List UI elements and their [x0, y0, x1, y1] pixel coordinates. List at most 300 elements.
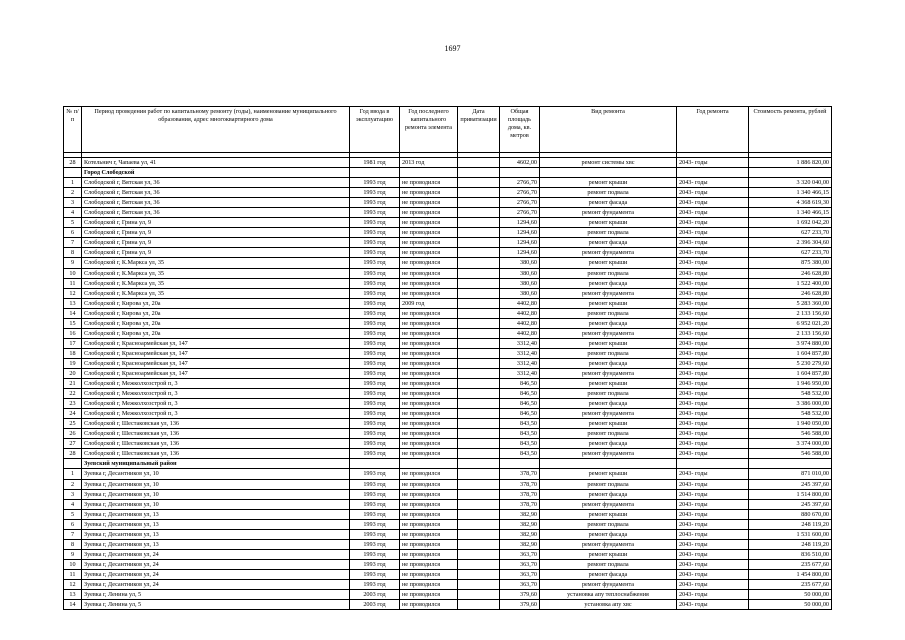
row-repair-type: ремонт крыши — [540, 509, 677, 519]
row-privatization-date — [458, 328, 500, 338]
row-repair-cost: 2 133 156,60 — [749, 308, 832, 318]
row-address: Слободской г, Межколхозстрой п, 3 — [82, 389, 350, 399]
row-repair-year: 2043- годы — [677, 479, 749, 489]
row-number: 15 — [64, 318, 82, 328]
row-repair-year: 2043- годы — [677, 228, 749, 238]
row-commissioning-year: 2003 год — [350, 590, 400, 600]
row-total-area: 363,70 — [500, 579, 540, 589]
row-repair-year: 2043- годы — [677, 499, 749, 509]
row-last-repair: не проводился — [400, 449, 458, 459]
section-header-row — [64, 459, 832, 469]
row-last-repair: не проводился — [400, 590, 458, 600]
row-privatization-date — [458, 469, 500, 479]
row-number: 7 — [64, 238, 82, 248]
row-repair-type: ремонт фасада — [540, 489, 677, 499]
row-repair-cost: 1 514 800,00 — [749, 489, 832, 499]
row-repair-cost: 1 454 800,00 — [749, 569, 832, 579]
row-repair-cost: 246 628,80 — [749, 288, 832, 298]
row-repair-cost: 3 974 880,00 — [749, 338, 832, 348]
row-repair-year: 2043- годы — [677, 429, 749, 439]
row-number: 1 — [64, 469, 82, 479]
row-last-repair: не проводился — [400, 188, 458, 198]
row-repair-type: ремонт подвала — [540, 389, 677, 399]
row-commissioning-year: 1993 год — [350, 338, 400, 348]
row-commissioning-year: 1993 год — [350, 368, 400, 378]
row-total-area: 846,50 — [500, 409, 540, 419]
row-number: 18 — [64, 348, 82, 358]
row-address: Слободской г, Вятская ул, 36 — [82, 188, 350, 198]
row-number: 7 — [64, 529, 82, 539]
row-last-repair: не проводился — [400, 569, 458, 579]
row-privatization-date — [458, 158, 500, 168]
row-repair-year: 2043- годы — [677, 489, 749, 499]
row-number: 14 — [64, 600, 82, 610]
row-last-repair: не проводился — [400, 519, 458, 529]
row-repair-year: 2043- годы — [677, 509, 749, 519]
row-total-area: 380,60 — [500, 258, 540, 268]
table-header-row — [64, 107, 832, 153]
row-repair-type: ремонт крыши — [540, 178, 677, 188]
row-repair-cost: 1 531 600,00 — [749, 529, 832, 539]
row-repair-year: 2043- годы — [677, 208, 749, 218]
row-commissioning-year: 2003 год — [350, 600, 400, 610]
row-repair-cost: 548 532,00 — [749, 409, 832, 419]
row-repair-cost: 880 670,00 — [749, 509, 832, 519]
row-repair-cost: 1 340 466,15 — [749, 208, 832, 218]
row-number: 23 — [64, 399, 82, 409]
row-repair-year: 2043- годы — [677, 368, 749, 378]
header-total-area: Общая площадь дома, кв. метров — [500, 107, 540, 153]
row-repair-type: ремонт крыши — [540, 298, 677, 308]
row-repair-year: 2043- годы — [677, 539, 749, 549]
row-repair-year: 2043- годы — [677, 529, 749, 539]
row-address: Зуевка г, Десантников ул, 24 — [82, 569, 350, 579]
row-address: Слободской г, Кирова ул, 20а — [82, 328, 350, 338]
row-privatization-date — [458, 178, 500, 188]
row-last-repair: не проводился — [400, 559, 458, 569]
table-row — [64, 358, 832, 368]
row-privatization-date — [458, 268, 500, 278]
section-empty-cell — [677, 168, 749, 178]
row-privatization-date — [458, 348, 500, 358]
row-repair-year: 2043- годы — [677, 248, 749, 258]
header-commissioning-year: Год ввода в эксплуатацию — [350, 107, 400, 153]
table-row — [64, 298, 832, 308]
row-repair-year: 2043- годы — [677, 590, 749, 600]
row-number: 1 — [64, 178, 82, 188]
row-address: Котельнич г, Чапаева ул, 41 — [82, 158, 350, 168]
row-repair-cost: 1 692 042,20 — [749, 218, 832, 228]
row-last-repair: не проводился — [400, 258, 458, 268]
table-row — [64, 218, 832, 228]
row-number: 24 — [64, 409, 82, 419]
row-last-repair: 2013 год — [400, 158, 458, 168]
row-number: 2 — [64, 479, 82, 489]
row-last-repair: не проводился — [400, 499, 458, 509]
row-last-repair: не проводился — [400, 198, 458, 208]
table-row — [64, 278, 832, 288]
row-number: 10 — [64, 559, 82, 569]
row-total-area: 378,70 — [500, 479, 540, 489]
row-number: 27 — [64, 439, 82, 449]
row-total-area: 843,50 — [500, 429, 540, 439]
row-last-repair: не проводился — [400, 419, 458, 429]
row-total-area: 1294,60 — [500, 228, 540, 238]
row-repair-cost: 3 320 040,00 — [749, 178, 832, 188]
header-address: Период проведения работ по капитальному ремонту (годы), наименование муниципального образования, адрес многоквартирного дома — [82, 107, 350, 153]
row-total-area: 843,50 — [500, 449, 540, 459]
row-privatization-date — [458, 509, 500, 519]
row-repair-type: ремонт крыши — [540, 218, 677, 228]
row-total-area: 380,60 — [500, 278, 540, 288]
row-number: 9 — [64, 258, 82, 268]
row-number: 26 — [64, 429, 82, 439]
row-repair-year: 2043- годы — [677, 308, 749, 318]
row-repair-year: 2043- годы — [677, 559, 749, 569]
row-repair-year: 2043- годы — [677, 158, 749, 168]
row-address: Слободской г, К.Маркса ул, 35 — [82, 268, 350, 278]
row-address: Зуевка г, Десантников ул, 13 — [82, 519, 350, 529]
row-address: Слободской г, Грина ул, 9 — [82, 218, 350, 228]
table-row — [64, 409, 832, 419]
row-repair-year: 2043- годы — [677, 389, 749, 399]
section-empty-cell — [677, 459, 749, 469]
row-address: Зуевка г, Десантников ул, 24 — [82, 559, 350, 569]
row-number: 8 — [64, 539, 82, 549]
row-repair-year: 2043- годы — [677, 409, 749, 419]
row-privatization-date — [458, 489, 500, 499]
row-number: 25 — [64, 419, 82, 429]
row-repair-type: ремонт крыши — [540, 469, 677, 479]
row-total-area: 1294,60 — [500, 238, 540, 248]
row-repair-cost: 1 886 820,00 — [749, 158, 832, 168]
row-number: 4 — [64, 499, 82, 509]
row-last-repair: не проводился — [400, 228, 458, 238]
row-repair-cost: 235 677,60 — [749, 579, 832, 589]
row-address: Слободской г, Вятская ул, 36 — [82, 178, 350, 188]
row-repair-year: 2043- годы — [677, 278, 749, 288]
row-commissioning-year: 1993 год — [350, 218, 400, 228]
row-repair-year: 2043- годы — [677, 579, 749, 589]
table-row — [64, 569, 832, 579]
row-repair-year: 2043- годы — [677, 549, 749, 559]
row-total-area: 382,90 — [500, 529, 540, 539]
section-empty-cell — [540, 459, 677, 469]
row-number: 4 — [64, 208, 82, 218]
row-number: 19 — [64, 358, 82, 368]
row-total-area: 380,60 — [500, 268, 540, 278]
table-row — [64, 449, 832, 459]
table-row — [64, 248, 832, 258]
table-row — [64, 228, 832, 238]
row-privatization-date — [458, 288, 500, 298]
row-number: 6 — [64, 228, 82, 238]
row-commissioning-year: 1993 год — [350, 539, 400, 549]
row-repair-year: 2043- годы — [677, 288, 749, 298]
table-row — [64, 399, 832, 409]
row-repair-type: ремонт фундамента — [540, 449, 677, 459]
row-repair-cost: 245 397,60 — [749, 479, 832, 489]
row-privatization-date — [458, 188, 500, 198]
row-repair-type: ремонт подвала — [540, 268, 677, 278]
row-repair-year: 2043- годы — [677, 238, 749, 248]
table-row — [64, 379, 832, 389]
row-repair-type: ремонт фасада — [540, 358, 677, 368]
row-commissioning-year: 1993 год — [350, 489, 400, 499]
row-last-repair: не проводился — [400, 338, 458, 348]
row-repair-year: 2043- годы — [677, 178, 749, 188]
row-commissioning-year: 1993 год — [350, 409, 400, 419]
row-repair-year: 2043- годы — [677, 379, 749, 389]
row-repair-type: ремонт фундамента — [540, 248, 677, 258]
table-row — [64, 368, 832, 378]
row-last-repair: не проводился — [400, 328, 458, 338]
row-address: Слободской г, Грина ул, 9 — [82, 228, 350, 238]
row-commissioning-year: 1993 год — [350, 429, 400, 439]
row-address: Зуевка г, Десантников ул, 13 — [82, 539, 350, 549]
row-last-repair: не проводился — [400, 379, 458, 389]
row-last-repair: не проводился — [400, 238, 458, 248]
table-row — [64, 348, 832, 358]
row-commissioning-year: 1993 год — [350, 228, 400, 238]
table-row — [64, 158, 832, 168]
row-address: Зуевка г, Десантников ул, 24 — [82, 579, 350, 589]
row-repair-type: ремонт подвала — [540, 559, 677, 569]
row-number: 20 — [64, 368, 82, 378]
row-repair-type: ремонт фундамента — [540, 579, 677, 589]
row-total-area: 4402,80 — [500, 328, 540, 338]
row-last-repair: не проводился — [400, 268, 458, 278]
row-repair-year: 2043- годы — [677, 268, 749, 278]
row-privatization-date — [458, 238, 500, 248]
table-row — [64, 579, 832, 589]
table-row — [64, 529, 832, 539]
row-repair-cost: 246 628,80 — [749, 268, 832, 278]
row-repair-type: ремонт фасада — [540, 439, 677, 449]
row-repair-cost: 1 522 400,00 — [749, 278, 832, 288]
row-commissioning-year: 1993 год — [350, 529, 400, 539]
row-number: 2 — [64, 188, 82, 198]
row-repair-year: 2043- годы — [677, 188, 749, 198]
table-row — [64, 188, 832, 198]
row-repair-year: 2043- годы — [677, 338, 749, 348]
row-address: Зуевка г, Десантников ул, 10 — [82, 479, 350, 489]
row-repair-type: ремонт фундамента — [540, 499, 677, 509]
row-repair-cost: 50 000,00 — [749, 590, 832, 600]
row-repair-year: 2043- годы — [677, 439, 749, 449]
row-privatization-date — [458, 539, 500, 549]
row-repair-type: ремонт подвала — [540, 188, 677, 198]
row-last-repair: 2009 год — [400, 298, 458, 308]
row-number: 5 — [64, 509, 82, 519]
row-repair-type: ремонт крыши — [540, 258, 677, 268]
section-empty-cell — [540, 168, 677, 178]
row-address: Слободской г, Межколхозстрой п, 3 — [82, 409, 350, 419]
row-total-area: 846,50 — [500, 399, 540, 409]
row-privatization-date — [458, 479, 500, 489]
row-repair-cost: 546 588,00 — [749, 429, 832, 439]
section-empty-cell — [500, 459, 540, 469]
row-last-repair: не проводился — [400, 399, 458, 409]
row-repair-year: 2043- годы — [677, 419, 749, 429]
row-privatization-date — [458, 569, 500, 579]
row-number: 3 — [64, 489, 82, 499]
row-address: Зуевка г, Десантников ул, 10 — [82, 489, 350, 499]
row-total-area: 2766,70 — [500, 188, 540, 198]
row-repair-cost: 627 233,70 — [749, 228, 832, 238]
row-total-area: 2766,70 — [500, 178, 540, 188]
table-row — [64, 308, 832, 318]
row-total-area: 4402,80 — [500, 308, 540, 318]
row-address: Зуевка г, Десантников ул, 10 — [82, 499, 350, 509]
header-repair-year: Год ремонта — [677, 107, 749, 153]
row-last-repair: не проводился — [400, 208, 458, 218]
row-commissioning-year: 1993 год — [350, 258, 400, 268]
row-privatization-date — [458, 439, 500, 449]
row-privatization-date — [458, 399, 500, 409]
row-address: Слободской г, Красноармейская ул, 147 — [82, 358, 350, 368]
row-number: 11 — [64, 278, 82, 288]
row-repair-type: ремонт фасада — [540, 278, 677, 288]
table-row — [64, 590, 832, 600]
section-empty-cell — [500, 168, 540, 178]
row-privatization-date — [458, 449, 500, 459]
row-address: Зуевка г, Десантников ул, 10 — [82, 469, 350, 479]
row-address: Зуевка г, Ленина ул, 5 — [82, 590, 350, 600]
table-row — [64, 238, 832, 248]
row-address: Слободской г, К.Маркса ул, 35 — [82, 258, 350, 268]
row-total-area: 1294,60 — [500, 248, 540, 258]
row-repair-type: ремонт крыши — [540, 419, 677, 429]
row-last-repair: не проводился — [400, 288, 458, 298]
row-address: Слободской г, Кирова ул, 20а — [82, 298, 350, 308]
row-commissioning-year: 1993 год — [350, 479, 400, 489]
row-repair-year: 2043- годы — [677, 328, 749, 338]
row-repair-year: 2043- годы — [677, 258, 749, 268]
row-last-repair: не проводился — [400, 218, 458, 228]
row-commissioning-year: 1993 год — [350, 579, 400, 589]
row-last-repair: не проводился — [400, 308, 458, 318]
table-row — [64, 469, 832, 479]
row-total-area: 363,70 — [500, 559, 540, 569]
row-commissioning-year: 1993 год — [350, 449, 400, 459]
row-repair-type: ремонт фасада — [540, 238, 677, 248]
row-repair-cost: 1 604 857,80 — [749, 348, 832, 358]
row-total-area: 843,50 — [500, 419, 540, 429]
row-number: 10 — [64, 268, 82, 278]
table-row — [64, 208, 832, 218]
row-repair-cost: 5 230 279,60 — [749, 358, 832, 368]
row-total-area: 3312,40 — [500, 338, 540, 348]
row-address: Слободской г, Межколхозстрой п, 3 — [82, 399, 350, 409]
row-last-repair: не проводился — [400, 248, 458, 258]
row-number: 13 — [64, 590, 82, 600]
header-number: № п/п — [64, 107, 82, 153]
row-number: 3 — [64, 198, 82, 208]
row-last-repair: не проводился — [400, 509, 458, 519]
row-repair-cost: 871 010,00 — [749, 469, 832, 479]
row-commissioning-year: 1993 год — [350, 389, 400, 399]
row-last-repair: не проводился — [400, 549, 458, 559]
row-repair-type: ремонт фасада — [540, 569, 677, 579]
row-privatization-date — [458, 308, 500, 318]
table-row — [64, 509, 832, 519]
table-body — [64, 158, 832, 610]
row-last-repair: не проводился — [400, 529, 458, 539]
section-empty-cell — [400, 168, 458, 178]
row-last-repair: не проводился — [400, 439, 458, 449]
row-repair-type: ремонт системы хвс — [540, 158, 677, 168]
row-last-repair: не проводился — [400, 348, 458, 358]
row-number: 16 — [64, 328, 82, 338]
row-repair-type: ремонт фасада — [540, 318, 677, 328]
table-row — [64, 258, 832, 268]
row-address: Зуевка г, Ленина ул, 5 — [82, 600, 350, 610]
row-total-area: 2766,70 — [500, 198, 540, 208]
row-address: Слободской г, Красноармейская ул, 147 — [82, 348, 350, 358]
row-privatization-date — [458, 358, 500, 368]
row-number: 22 — [64, 389, 82, 399]
row-commissioning-year: 1993 год — [350, 328, 400, 338]
row-address: Слободской г, К.Маркса ул, 35 — [82, 278, 350, 288]
row-number: 5 — [64, 218, 82, 228]
row-repair-cost: 875 380,00 — [749, 258, 832, 268]
row-address: Слободской г, Шестаковская ул, 136 — [82, 449, 350, 459]
table-row — [64, 479, 832, 489]
row-repair-cost: 3 374 000,00 — [749, 439, 832, 449]
row-commissioning-year: 1993 год — [350, 188, 400, 198]
row-commissioning-year: 1993 год — [350, 318, 400, 328]
table-row — [64, 198, 832, 208]
row-repair-type: ремонт подвала — [540, 429, 677, 439]
row-repair-year: 2043- годы — [677, 348, 749, 358]
row-last-repair: не проводился — [400, 409, 458, 419]
row-address: Слободской г, Вятская ул, 36 — [82, 198, 350, 208]
row-repair-type: ремонт подвала — [540, 519, 677, 529]
row-privatization-date — [458, 600, 500, 610]
row-privatization-date — [458, 258, 500, 268]
row-commissioning-year: 1993 год — [350, 308, 400, 318]
row-address: Зуевка г, Десантников ул, 13 — [82, 529, 350, 539]
row-total-area: 382,90 — [500, 539, 540, 549]
row-commissioning-year: 1981 год — [350, 158, 400, 168]
row-privatization-date — [458, 298, 500, 308]
row-number: 6 — [64, 519, 82, 529]
row-privatization-date — [458, 228, 500, 238]
row-repair-year: 2043- годы — [677, 600, 749, 610]
row-number: 28 — [64, 158, 82, 168]
row-repair-type: ремонт фундамента — [540, 208, 677, 218]
row-privatization-date — [458, 499, 500, 509]
row-total-area: 4602,00 — [500, 158, 540, 168]
row-address: Слободской г, Грина ул, 9 — [82, 238, 350, 248]
row-privatization-date — [458, 549, 500, 559]
row-last-repair: не проводился — [400, 489, 458, 499]
row-repair-type: ремонт фундамента — [540, 409, 677, 419]
row-commissioning-year: 1993 год — [350, 499, 400, 509]
table-row — [64, 178, 832, 188]
row-total-area: 363,70 — [500, 569, 540, 579]
row-number: 12 — [64, 579, 82, 589]
row-total-area: 843,50 — [500, 439, 540, 449]
table-row — [64, 268, 832, 278]
row-total-area: 3312,40 — [500, 348, 540, 358]
row-commissioning-year: 1993 год — [350, 278, 400, 288]
row-privatization-date — [458, 368, 500, 378]
row-number: 21 — [64, 379, 82, 389]
repair-schedule-table — [63, 106, 832, 610]
row-address: Слободской г, Грина ул, 9 — [82, 248, 350, 258]
